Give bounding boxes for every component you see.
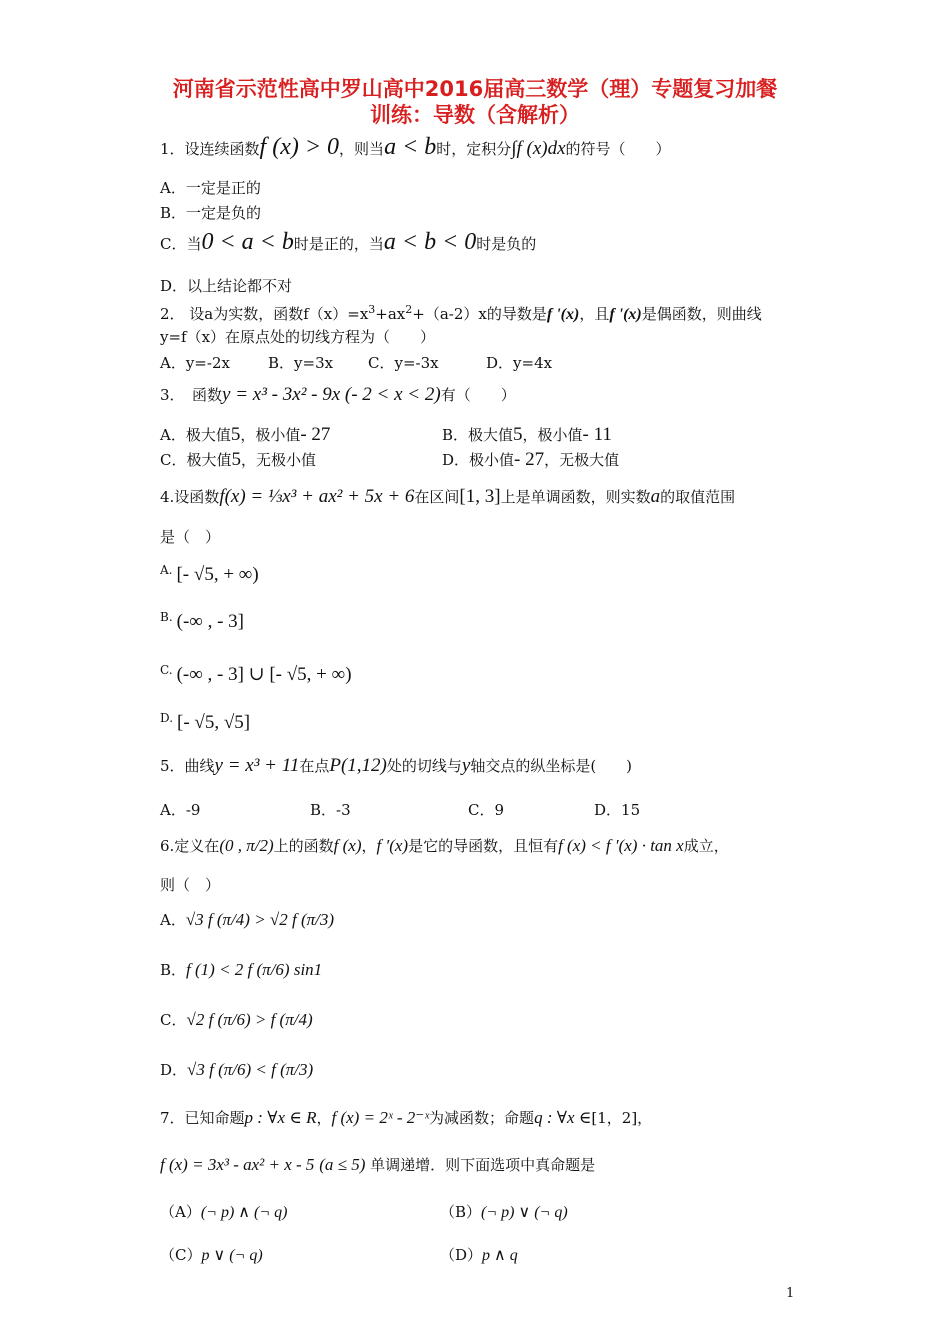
q5-option-a: A．-9 (160, 801, 201, 819)
q5-option-c: C．9 (468, 801, 505, 819)
q7-option-a: （A）(¬ p) ∧ (¬ q) (160, 1203, 288, 1221)
question-6-stem-line2: 则（ ） (160, 876, 221, 894)
q1-option-b: B．一定是负的 (160, 204, 262, 222)
question-2-stem-line2: y=f（x）在原点处的切线方程为（ ） (160, 328, 436, 346)
q4-option-c: $^{C.}$ (-∞ , - 3] ∪ [- √5, + ∞) (160, 663, 352, 685)
q3-option-b: B．极大值5，极小值- 11 (442, 424, 612, 445)
question-3-stem: 3． 函数y = x³ - 3x² - 9x (- 2 < x < 2)有（ ） (160, 384, 516, 405)
q1-text-b: ，则当 (339, 140, 385, 158)
question-6-stem: 6.定义在(0 , π/2)上的函数f (x)，f ′(x)是它的导函数，且恒有f (x) < f ′(x) · tan x成立， (160, 836, 729, 855)
q3-option-a: A．极大值5，极小值- 27 (160, 424, 331, 445)
q3-option-c: C．极大值5，无极小值 (160, 449, 316, 470)
q1-text-c: 时，定积分 (436, 140, 512, 158)
q7-option-d: （D）p ∧ q (440, 1246, 518, 1264)
q7-option-b: （B）(¬ p) ∨ (¬ q) (440, 1203, 568, 1221)
question-7-stem-line2: f (x) = 3x³ - ax² + x - 5 (a ≤ 5) 单调递增．则下面选项中真命题是 (160, 1155, 596, 1174)
q6-option-a: A．√3 f (π/4) > √2 f (π/3) (160, 910, 335, 929)
question-4-stem: 4.设函数f(x) = ⅓x³ + ax² + 5x + 6在区间[1, 3]上是单调函数，则实数a的取值范围 (160, 486, 736, 507)
q4-option-d: $^{D.}$ [- √5, √5] (160, 711, 251, 733)
q6-option-b: B．f (1) < 2 f (π/6) sin1 (160, 960, 323, 979)
q4-option-b: $^{B.}$ (-∞ , - 3] (160, 610, 244, 632)
q1-option-c: C．当0 < a < b时是正的，当a < b < 0时是负的 (160, 229, 537, 255)
q4-function: f(x) = ⅓x³ + ax² + 5x + 6 (219, 486, 415, 507)
q3-function: y = x³ - 3x² - 9x (- 2 < x < 2) (222, 384, 441, 405)
q2-option-c: C．y=-3x (368, 354, 439, 372)
q1-optc-math1: 0 < a < b (201, 229, 294, 255)
q7-option-c: （C）p ∨ (¬ q) (160, 1246, 263, 1264)
q5-option-d: D．15 (594, 801, 641, 819)
q2-option-b: B．y=3x (268, 354, 334, 372)
q3-option-d: D．极小值- 27，无极大值 (442, 449, 620, 470)
question-1-stem (160, 134, 671, 160)
q4-option-a: $^{A.}$ [- √5, + ∞) (160, 563, 259, 585)
q1-integral: ∫f (x)dx (511, 138, 566, 159)
document-title-line1: 河南省示范性高中罗山高中2016届高三数学（理）专题复习加餐 (172, 77, 778, 101)
question-7-stem: 7．已知命题p : ∀x ∈ R，f (x) = 2ˣ - 2⁻ˣ为减函数；命题q : ∀x ∈[1，2]， (160, 1108, 653, 1127)
q1-math-b: a < b (384, 134, 437, 160)
q6-option-c: C．√2 f (π/6) > f (π/4) (160, 1010, 313, 1029)
q2-option-d: D．y=4x (486, 354, 553, 372)
question-2-stem: 2． 设a为实数，函数$f(x)=x^3+ax^2+(a-2)x$的导数是f '(x)，且f '(x)是偶函数，则曲线 (160, 303, 762, 323)
q1-optc-math2: a < b < 0 (383, 229, 477, 255)
q1-option-d: D．以上结论都不对 (160, 277, 293, 295)
question-4-stem-line2: 是（ ） (160, 528, 221, 546)
document-title-line2: 训练：导数（含解析） (370, 103, 580, 127)
q1-math-a: f (x) > 0 (259, 134, 340, 160)
q1-option-a: A．一定是正的 (160, 179, 261, 197)
q6-option-d: D．√3 f (π/6) < f (π/3) (160, 1060, 314, 1079)
q5-option-b: B．-3 (310, 801, 351, 819)
q2-option-a: A．y=-2x (160, 354, 230, 372)
page-number: 1 (786, 1286, 795, 1301)
q1-text-a: 1．设连续函数 (160, 140, 260, 158)
question-5-stem: 5．曲线y = x³ + 11在点P(1,12)处的切线与y轴交点的纵坐标是( ) (160, 755, 633, 776)
q1-text-d: 的符号（ ） (565, 140, 671, 158)
